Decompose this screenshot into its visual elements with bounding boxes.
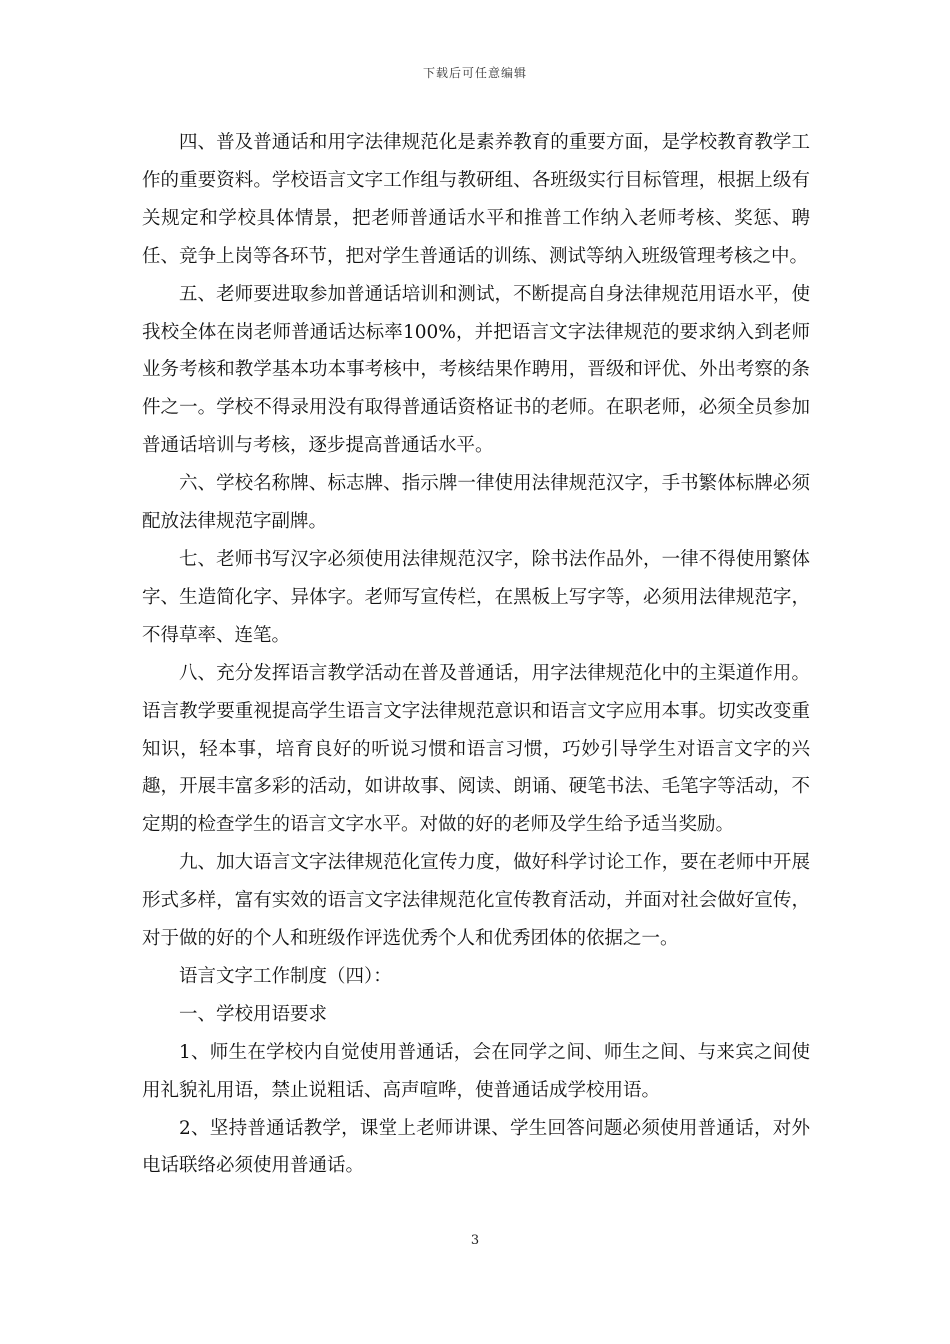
paragraph-section-6: 六、学校名称牌、标志牌、指示牌一律使用法律规范汉字，手书繁体标牌必须配放法律规范字副牌。 (142, 473, 810, 533)
paragraph-section-5: 五、老师要进取参加普通话培训和测试，不断提高自身法律规范用语水平，使我校全体在岗老师普通话达标率100%，并把语言文字法律规范的要求纳入到老师业务考核和教学基本功本事考核中，考核结果作聘用，晋级和评优、外出考察的条件之一。学校不得录用没有取得普通话资格证书的老师。在职老师，必须全员参加普通话培训与考核，逐步提高普通话水平。 (142, 283, 810, 457)
paragraph-section-8: 八、充分发挥语言教学活动在普及普通话，用字法律规范化中的主渠道作用。语言教学要重视提高学生语言文字法律规范意识和语言文字应用本事。切实改变重知识，轻本事，培育良好的听说习惯和语言习惯，巧妙引导学生对语言文字的兴趣，开展丰富多彩的活动，如讲故事、阅读、朗诵、硬笔书法、毛笔字等活动，不定期的检查学生的语言文字水平。对做的好的老师及学生给予适当奖励。 (142, 662, 810, 836)
page-header: 下载后可任意编辑 (422, 66, 527, 80)
paragraph-section-7: 七、老师书写汉字必须使用法律规范汉字，除书法作品外，一律不得使用繁体字、生造简化字、异体字。老师写宣传栏，在黑板上写字等，必须用法律规范字，不得草率、连笔。 (142, 548, 810, 646)
document-body (142, 124, 810, 1185)
paragraph-section-9: 九、加大语言文字法律规范化宣传力度，做好科学讨论工作，要在老师中开展形式多样，富有实效的语言文字法律规范化宣传教育活动，并面对社会做好宣传，对于做的好的个人和班级作评选优秀个人和优秀团体的依据之一。 (142, 852, 810, 950)
page-number: 3 (470, 1233, 480, 1248)
paragraph-rule-1: 1、师生在学校内自觉使用普通话，会在同学之间、师生之间、与来宾之间使用礼貌礼用语，禁止说粗话、高声喧哗，使普通话成学校用语。 (142, 1041, 810, 1101)
section-heading-system-4: 语言文字工作制度（四）： (179, 965, 392, 987)
paragraph-section-4: 四、普及普通话和用字法律规范化是素养教育的重要方面，是学校教育教学工作的重要资料。学校语言文字工作组与教研组、各班级实行目标管理，根据上级有关规定和学校具体情景，把老师普通话水平和推普工作纳入老师考核、奖惩、聘任、竞争上岗等各环节，把对学生普通话的训练、测试等纳入班级管理考核之中。 (142, 132, 810, 267)
subheading-school-language: 一、学校用语要求 (179, 1003, 328, 1025)
paragraph-rule-2: 2、坚持普通话教学，课堂上老师讲课、学生回答问题必须使用普通话，对外电话联络必须使用普通话。 (142, 1117, 810, 1177)
